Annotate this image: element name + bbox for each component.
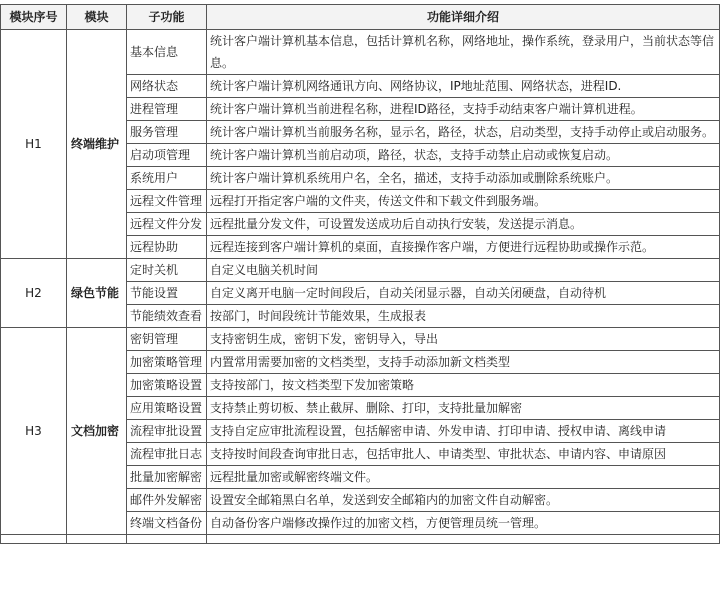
subfunction-cell: 批量加密解密: [127, 466, 207, 489]
subfunction-cell: 流程审批日志: [127, 443, 207, 466]
header-subfunction: 子功能: [127, 5, 207, 30]
header-row: [1, 5, 720, 30]
detail-cell: 远程批量分发文件，可设置发送成功后自动执行安装，发送提示消息。: [207, 213, 720, 236]
module-name-h3: 文档加密: [67, 328, 127, 535]
detail-cell: 统计客户端计算机系统用户名，全名，描述，支持手动添加或删除系统账户。: [207, 167, 720, 190]
detail-cell: 自动备份客户端修改操作过的加密文档，方便管理员统一管理。: [207, 512, 720, 535]
header-module-id: 模块序号: [1, 5, 67, 30]
subfunction-cell: 服务管理: [127, 121, 207, 144]
header-detail: 功能详细介绍: [207, 5, 720, 30]
table-row-partial: [1, 535, 720, 544]
subfunction-cell: 流程审批设置: [127, 420, 207, 443]
subfunction-cell: 进程管理: [127, 98, 207, 121]
detail-cell: 统计客户端计算机当前服务名称，显示名，路径，状态，启动类型，支持手动停止或启动服务。: [207, 121, 720, 144]
detail-cell: 支持自定应审批流程设置，包括解密申请、外发申请、打印申请、授权申请、离线申请: [207, 420, 720, 443]
subfunction-cell: 基本信息: [127, 30, 207, 75]
subfunction-cell: 节能设置: [127, 282, 207, 305]
detail-cell: 统计客户端计算机基本信息，包括计算机名称，网络地址，操作系统，登录用户，当前状态等信息。: [207, 30, 720, 75]
table-row: [1, 328, 720, 351]
detail-cell: 按部门，时间段统计节能效果，生成报表: [207, 305, 720, 328]
detail-cell: 统计客户端计算机当前启动项，路径，状态，支持手动禁止启动或恢复启动。: [207, 144, 720, 167]
subfunction-cell: 节能绩效查看: [127, 305, 207, 328]
subfunction-cell: 加密策略设置: [127, 374, 207, 397]
detail-cell: 远程打开指定客户端的文件夹，传送文件和下载文件到服务端。: [207, 190, 720, 213]
subfunction-cell: 终端文档备份: [127, 512, 207, 535]
detail-cell: 远程连接到客户端计算机的桌面，直接操作客户端，方便进行远程协助或操作示范。: [207, 236, 720, 259]
subfunction-cell: 网络状态: [127, 75, 207, 98]
subfunction-cell: 启动项管理: [127, 144, 207, 167]
subfunction-cell: 远程文件管理: [127, 190, 207, 213]
module-id-h2: H2: [1, 259, 67, 328]
detail-cell: 统计客户端计算机当前进程名称，进程ID路径，支持手动结束客户端计算机进程。: [207, 98, 720, 121]
subfunction-cell: 密钥管理: [127, 328, 207, 351]
detail-cell: 支持按部门，按文档类型下发加密策略: [207, 374, 720, 397]
subfunction-cell: 应用策略设置: [127, 397, 207, 420]
subfunction-cell: 定时关机: [127, 259, 207, 282]
subfunction-cell: 加密策略管理: [127, 351, 207, 374]
module-id-h3: H3: [1, 328, 67, 535]
subfunction-cell: 系统用户: [127, 167, 207, 190]
subfunction-cell: 远程文件分发: [127, 213, 207, 236]
detail-cell: 统计客户端计算机网络通讯方向、网络协议，IP地址范围、网络状态，进程ID.: [207, 75, 720, 98]
detail-cell: 自定义电脑关机时间: [207, 259, 720, 282]
module-id-h1: H1: [1, 30, 67, 259]
table-row: [1, 259, 720, 282]
detail-cell: 远程批量加密或解密终端文件。: [207, 466, 720, 489]
detail-cell: 设置安全邮箱黑白名单，发送到安全邮箱内的加密文件自动解密。: [207, 489, 720, 512]
detail-cell: 支持按时间段查询审批日志，包括审批人、申请类型、审批状态、申请内容、申请原因: [207, 443, 720, 466]
module-name-h1: 终端维护: [67, 30, 127, 259]
header-module: 模块: [67, 5, 127, 30]
detail-cell: 内置常用需要加密的文档类型，支持手动添加新文档类型: [207, 351, 720, 374]
subfunction-cell: 邮件外发解密: [127, 489, 207, 512]
module-name-h2: 绿色节能: [67, 259, 127, 328]
detail-cell: 支持密钥生成，密钥下发，密钥导入，导出: [207, 328, 720, 351]
feature-table: [0, 4, 720, 544]
table-row: [1, 30, 720, 75]
subfunction-cell: 远程协助: [127, 236, 207, 259]
detail-cell: 自定义离开电脑一定时间段后，自动关闭显示器，自动关闭硬盘，自动待机: [207, 282, 720, 305]
detail-cell: 支持禁止剪切板、禁止截屏、删除、打印，支持批量加解密: [207, 397, 720, 420]
